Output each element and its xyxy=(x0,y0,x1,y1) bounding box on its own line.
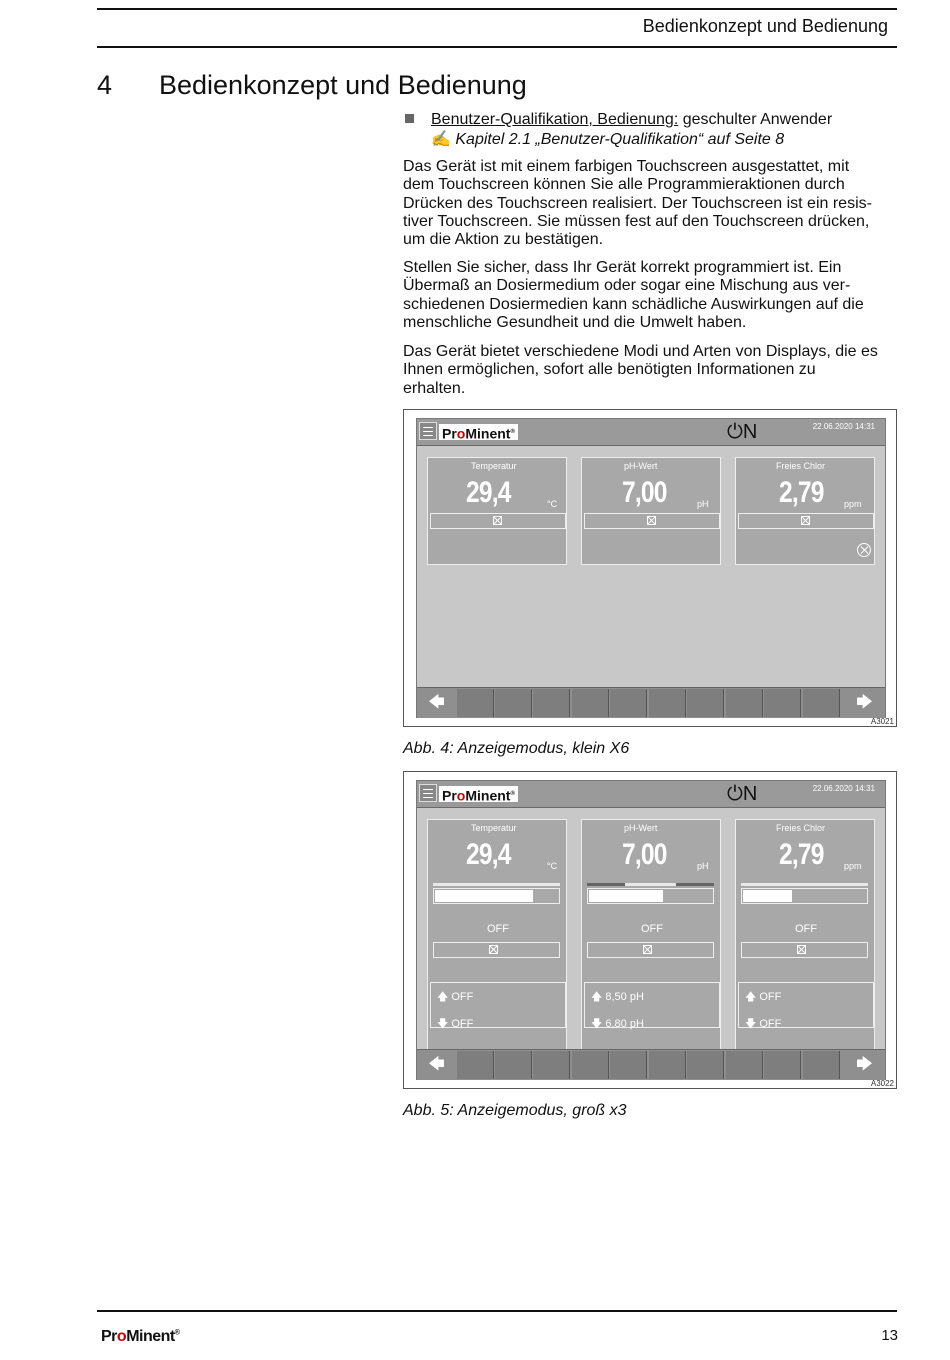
lower-limit: 🡇 6,80 pH xyxy=(591,1018,644,1030)
nav-button[interactable] xyxy=(572,1051,609,1079)
power-mode-indicator[interactable]: ⏻N xyxy=(727,783,758,805)
figure-caption-1: Abb. 4: Anzeigemodus, klein X6 xyxy=(403,740,630,757)
page-number: 13 xyxy=(881,1327,898,1344)
prominent-logo: ProMinent® xyxy=(439,424,518,440)
bar-track xyxy=(741,883,868,886)
arrow-right-icon[interactable]: 🡆 xyxy=(856,694,873,711)
tile-name: Freies Chlor xyxy=(776,461,826,471)
arrow-left-icon[interactable]: 🡄 xyxy=(428,694,445,711)
tile-value: 2,79 xyxy=(779,838,824,871)
menu-icon[interactable] xyxy=(419,422,437,440)
paragraph-touchscreen: Das Gerät ist mit einem farbigen Touchscreen ausgestattet, mit dem Touchscreen können Sie alle Programmieraktionen durch Drücken des Touchscreen realisiert. Der Touchscreen ist ein resis- tiver Touchscreen. Sie müssen fest auf den Touchscreen drücken, um die Aktion zu bestätigen. xyxy=(403,158,872,249)
tile-name: Freies Chlor xyxy=(776,823,826,833)
tile-name: pH-Wert xyxy=(624,823,658,833)
power-mode-indicator[interactable]: ⏻N xyxy=(727,421,758,443)
nav-button[interactable] xyxy=(457,1051,494,1079)
nav-button[interactable] xyxy=(803,689,840,717)
screen-navbar xyxy=(417,687,885,718)
tile-freies-chlor[interactable] xyxy=(735,819,875,1051)
footer-logo: ProMinent® xyxy=(101,1328,180,1345)
nav-button[interactable] xyxy=(495,689,532,717)
limit-values xyxy=(584,982,720,1028)
tile-status-box xyxy=(738,513,874,529)
limit-values xyxy=(738,982,874,1028)
tile-value: 2,79 xyxy=(779,476,824,509)
nav-button[interactable] xyxy=(764,689,801,717)
bullet-square-icon xyxy=(405,114,414,123)
arrow-right-icon[interactable]: 🡆 xyxy=(856,1056,873,1073)
paragraph-warning: Stellen Sie sicher, dass Ihr Gerät korrekt programmiert ist. Ein Übermaß an Dosiermedium oder sogar eine Mischung aus ver- schiedenen Dosiermedien kann schädliche Auswirkungen auf die menschliche Gesundheit und die Umwelt haben. xyxy=(403,259,864,331)
body-text-2 xyxy=(403,259,903,332)
relay-status: OFF xyxy=(487,923,509,935)
checkbox-cross-icon xyxy=(493,516,502,525)
checkbox-cross-icon xyxy=(643,945,652,954)
tile-status-box xyxy=(587,942,714,958)
lower-limit: 🡇 OFF xyxy=(437,1018,474,1030)
nav-button[interactable] xyxy=(649,689,686,717)
bar-track xyxy=(433,883,560,886)
tile-unit: pH xyxy=(697,499,709,509)
nav-button[interactable] xyxy=(495,1051,532,1079)
body-text xyxy=(403,158,903,249)
tile-ph-wert[interactable] xyxy=(581,819,721,1051)
tile-status-box xyxy=(433,942,560,958)
relay-status: OFF xyxy=(641,923,663,935)
tile-status-box xyxy=(584,513,720,529)
checkbox-cross-icon xyxy=(797,945,806,954)
tile-value: 7,00 xyxy=(622,476,667,509)
nav-button[interactable] xyxy=(533,1051,570,1079)
tile-status-box xyxy=(430,513,566,529)
nav-button[interactable] xyxy=(572,689,609,717)
tile-value: 29,4 xyxy=(466,476,511,509)
tile-unit: °C xyxy=(547,499,558,509)
lower-limit: 🡇 OFF xyxy=(745,1018,782,1030)
tile-unit: ppm xyxy=(844,499,862,509)
footer-rule xyxy=(97,1310,897,1312)
requirement-label: Benutzer-Qualifikation, Bedienung: xyxy=(431,111,679,128)
nav-button[interactable] xyxy=(803,1051,840,1079)
arrow-up-icon: 🡅 xyxy=(437,991,449,1003)
figure-display-small xyxy=(403,409,897,727)
tile-name: Temperatur xyxy=(471,461,517,471)
power-icon: ⏻ xyxy=(727,783,743,805)
tile-unit: pH xyxy=(697,861,709,871)
screen-topbar xyxy=(417,781,885,808)
nav-button[interactable] xyxy=(610,1051,647,1079)
body-text-3 xyxy=(403,343,903,398)
menu-icon[interactable] xyxy=(419,784,437,802)
level-bar xyxy=(433,888,560,904)
running-header: Bedienkonzept und Bedienung xyxy=(642,16,888,36)
tile-freies-chlor[interactable] xyxy=(735,457,875,565)
screen-datetime: 22.06.2020 14:31 xyxy=(812,784,875,793)
device-screen xyxy=(416,780,886,1080)
arrow-down-icon: 🡇 xyxy=(437,1018,449,1030)
prominent-logo: ProMinent® xyxy=(439,786,518,802)
arrow-down-icon: 🡇 xyxy=(745,1018,757,1030)
level-bar-fill xyxy=(589,890,663,902)
figure-id: A3021 xyxy=(870,717,894,726)
limit-values xyxy=(430,982,566,1028)
nav-button[interactable] xyxy=(457,689,494,717)
upper-limit: 🡅 8,50 pH xyxy=(591,991,644,1003)
nav-button[interactable] xyxy=(687,689,724,717)
tile-temperatur[interactable] xyxy=(427,457,567,565)
chapter-title: Bedienkonzept und Bedienung xyxy=(159,70,527,100)
power-icon: ⏻ xyxy=(727,421,743,443)
checkbox-cross-icon xyxy=(801,516,810,525)
header-rule-top xyxy=(97,8,897,10)
cross-reference-text: Kapitel 2.1 „Benutzer-Qualifikation“ auf Seite 8 xyxy=(455,131,785,148)
device-screen xyxy=(416,418,886,718)
upper-limit: 🡅 OFF xyxy=(745,991,782,1003)
arrow-left-icon[interactable]: 🡄 xyxy=(428,1056,445,1073)
tile-unit: ppm xyxy=(844,861,862,871)
tile-temperatur[interactable] xyxy=(427,819,567,1051)
tile-name: Temperatur xyxy=(471,823,517,833)
checkbox-cross-icon xyxy=(489,945,498,954)
nav-button[interactable] xyxy=(610,689,647,717)
requirement-line xyxy=(431,110,832,129)
error-icon[interactable] xyxy=(857,543,871,557)
tile-name: pH-Wert xyxy=(624,461,658,471)
level-bar xyxy=(587,888,714,904)
screen-navbar xyxy=(417,1049,885,1080)
level-bar-fill xyxy=(435,890,533,902)
hand-pointer-icon: ✍ xyxy=(431,131,451,148)
figure-id: A3022 xyxy=(870,1079,894,1088)
cross-reference-link[interactable] xyxy=(431,129,784,149)
level-bar-fill xyxy=(743,890,792,902)
nav-button[interactable] xyxy=(687,1051,724,1079)
level-bar xyxy=(741,888,868,904)
nav-button[interactable] xyxy=(726,689,763,717)
requirement-value: geschulter Anwender xyxy=(678,111,833,128)
nav-button[interactable] xyxy=(764,1051,801,1079)
screen-datetime: 22.06.2020 14:31 xyxy=(812,422,875,431)
figure-caption-2: Abb. 5: Anzeigemodus, groß x3 xyxy=(403,1102,627,1119)
nav-button[interactable] xyxy=(649,1051,686,1079)
paragraph-modes: Das Gerät bietet verschiedene Modi und Arten von Displays, die es Ihnen ermöglichen, sofort alle benötigten Informationen zu erhalten. xyxy=(403,343,878,397)
chapter-number: 4 xyxy=(97,70,113,100)
tile-ph-wert[interactable] xyxy=(581,457,721,565)
nav-button[interactable] xyxy=(726,1051,763,1079)
tile-value: 7,00 xyxy=(622,838,667,871)
tile-value: 29,4 xyxy=(466,838,511,871)
tile-unit: °C xyxy=(547,861,558,871)
header-rule-bottom xyxy=(97,46,897,48)
screen-topbar xyxy=(417,419,885,446)
arrow-down-icon: 🡇 xyxy=(591,1018,603,1030)
tile-status-box xyxy=(741,942,868,958)
upper-limit: 🡅 OFF xyxy=(437,991,474,1003)
arrow-up-icon: 🡅 xyxy=(745,991,757,1003)
checkbox-cross-icon xyxy=(647,516,656,525)
nav-button[interactable] xyxy=(533,689,570,717)
relay-status: OFF xyxy=(795,923,817,935)
figure-display-large xyxy=(403,771,897,1089)
arrow-up-icon: 🡅 xyxy=(591,991,603,1003)
bar-track xyxy=(587,883,714,886)
